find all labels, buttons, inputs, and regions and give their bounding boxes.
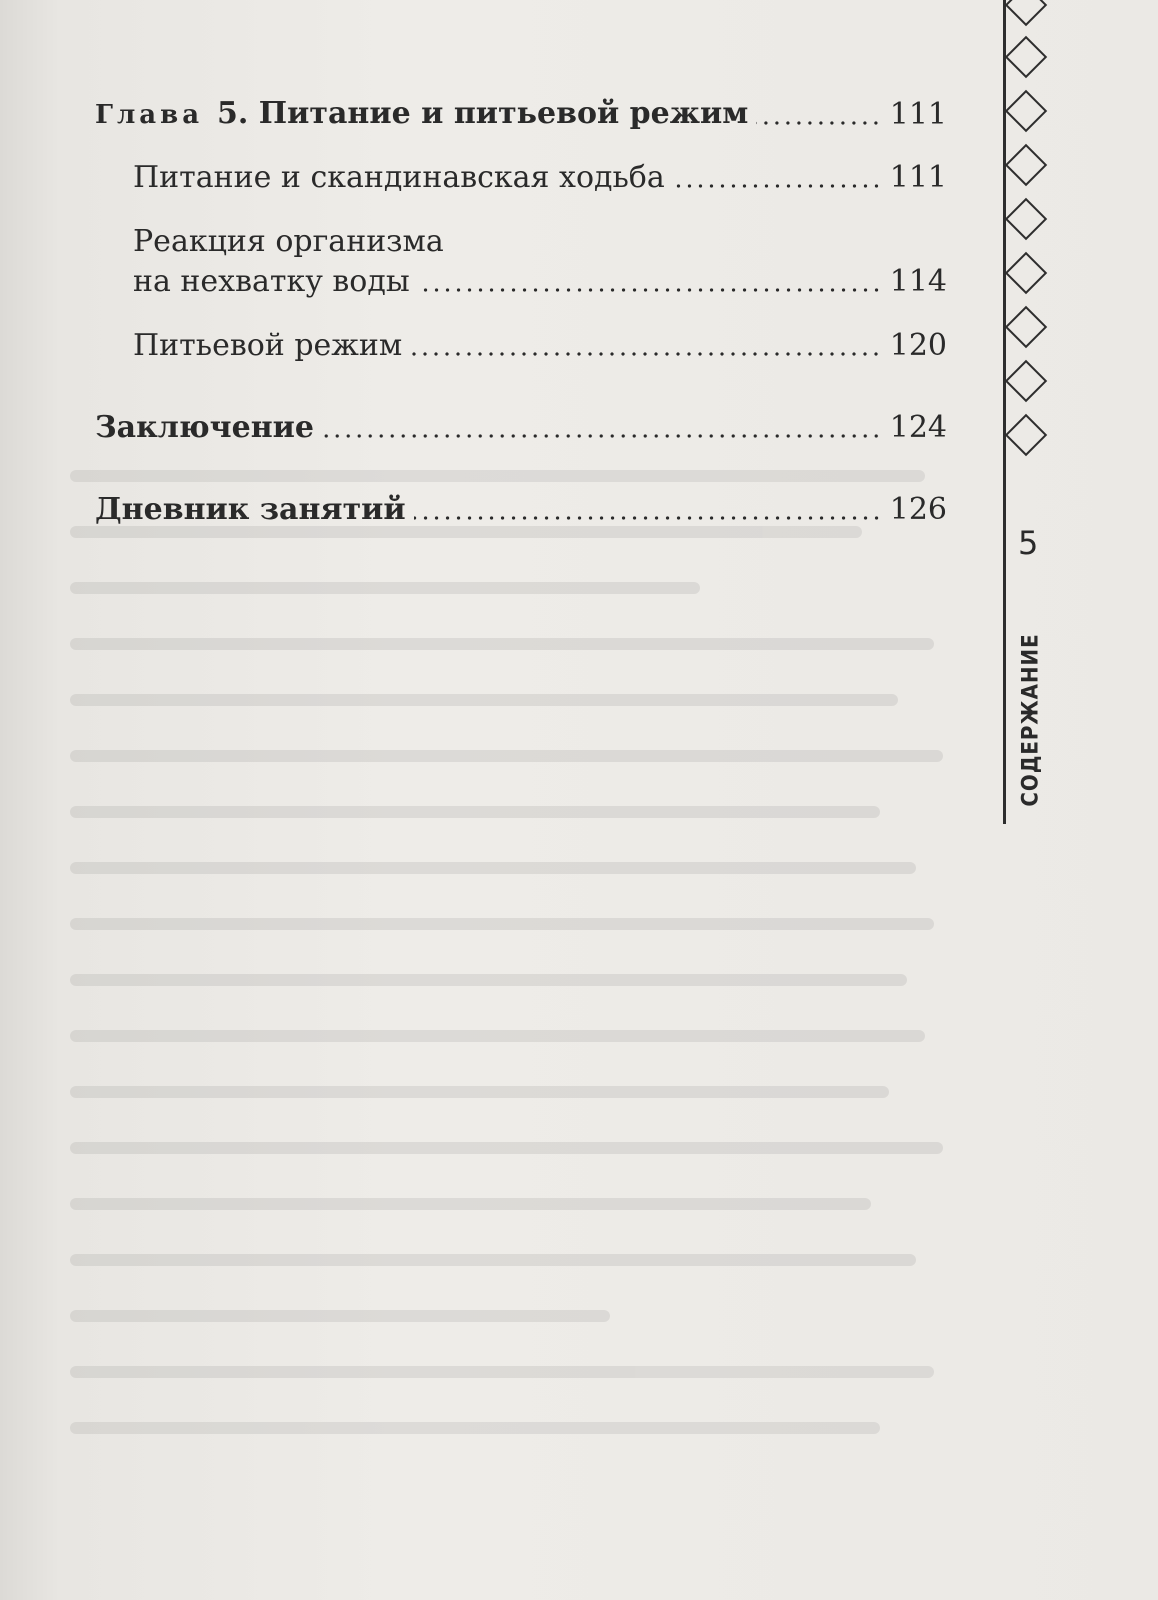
toc-page-number: 124 (889, 410, 947, 445)
leader-dots (414, 516, 882, 520)
chapter-label: Глава (95, 100, 204, 130)
toc-page-number: 111 (889, 160, 947, 195)
side-rule (1003, 0, 1006, 824)
toc-entry-nutrition (133, 160, 947, 196)
toc-entry-title (95, 96, 748, 133)
toc-entry-title: Питание и скандинавская ходьба (133, 160, 665, 195)
leader-dots (418, 288, 882, 292)
toc-entry-chapter5 (95, 96, 947, 133)
leader-dots (322, 434, 882, 438)
diamond-ornament-icon (1005, 90, 1047, 132)
chapter-title: 5. Питание и питьевой режим (217, 96, 749, 131)
leader-dots (756, 121, 881, 125)
leader-dots (673, 184, 882, 188)
toc-entry-conclusion (95, 410, 947, 446)
toc-entry-title-line2: на нехватку воды (133, 264, 410, 299)
diamond-ornament-icon (1005, 0, 1047, 26)
toc-page-number: 114 (889, 264, 947, 299)
bleed-through-text (70, 470, 970, 1478)
toc-entry-diary (95, 492, 947, 528)
toc-entry-title: Питьевой режим (133, 328, 403, 363)
diamond-ornament-icon (1005, 198, 1047, 240)
toc-page-number: 120 (889, 328, 947, 363)
diamond-ornament-icon (1005, 144, 1047, 186)
diamond-ornament-icon (1005, 252, 1047, 294)
diamond-ornament-icon (1005, 414, 1047, 456)
section-label: СОДЕРЖАНИЕ (1018, 633, 1044, 807)
toc-entry-title: Заключение (95, 410, 314, 445)
leader-dots (410, 352, 882, 356)
toc-page-number: 126 (889, 492, 947, 527)
diamond-ornament-icon (1005, 36, 1047, 78)
diamond-ornament-icon (1005, 306, 1047, 348)
toc-entry-drinking (133, 328, 947, 364)
toc-entry-title-line1: Реакция организма (133, 224, 444, 259)
diamond-ornament-icon (1005, 360, 1047, 402)
toc-page-number: 111 (889, 97, 947, 132)
page-number: 5 (1018, 524, 1039, 562)
toc-entry-title: Дневник занятий (95, 492, 406, 527)
toc-entry-dehydration (133, 264, 947, 300)
